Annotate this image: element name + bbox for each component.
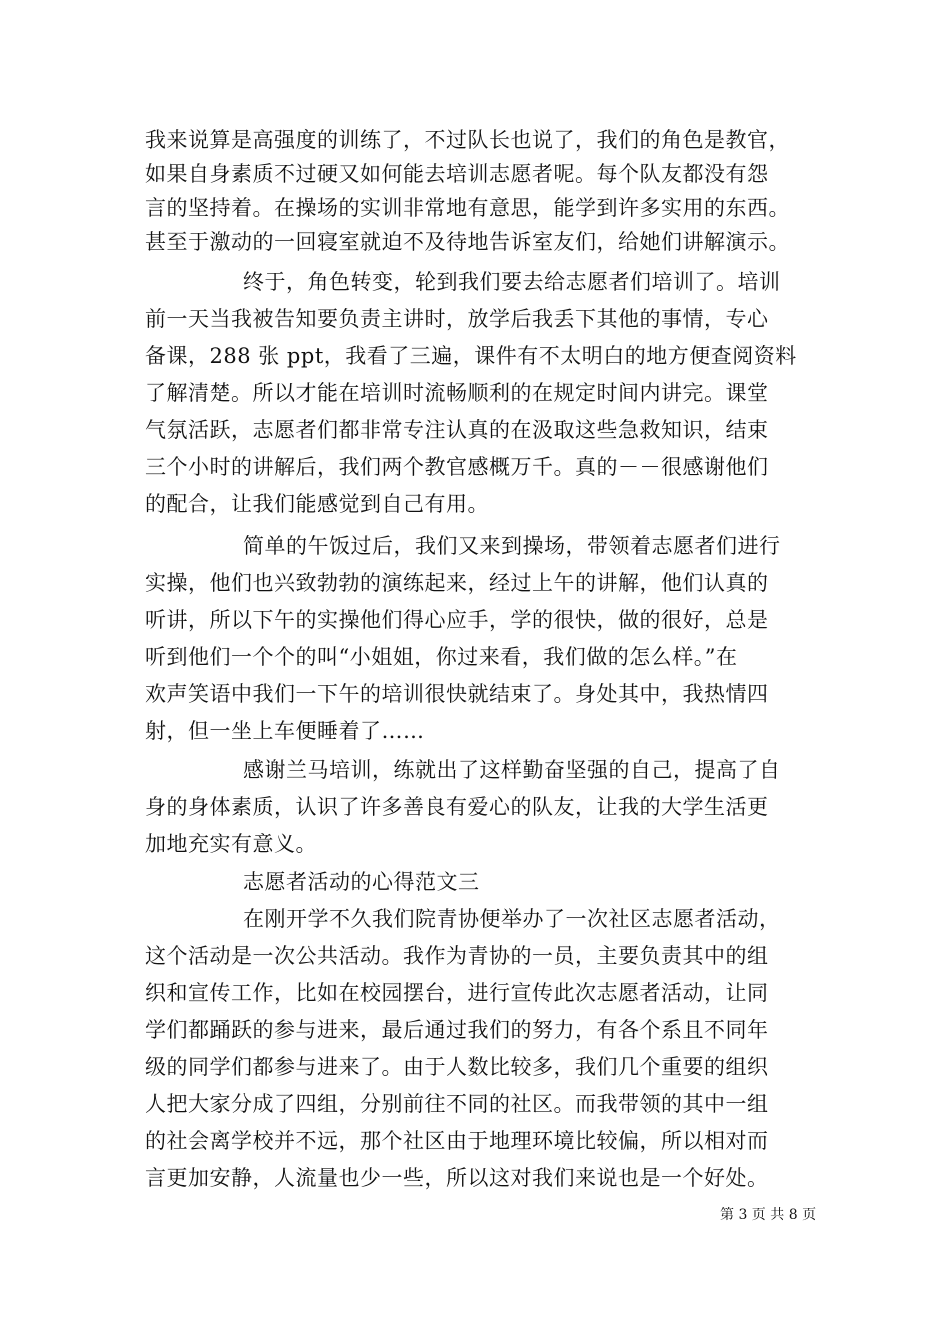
text-line: 听到他们一个个的叫“小姐姐，你过来看，我们做的怎么样。”在 xyxy=(145,645,738,669)
text-line: 的配合，让我们能感觉到自己有用。 xyxy=(145,492,489,516)
text-line: 欢声笑语中我们一下午的培训很快就结束了。身处其中，我热情四 xyxy=(145,682,769,706)
text-line: 听讲，所以下午的实操他们得心应手，学的很快，做的很好，总是 xyxy=(145,608,769,632)
section-heading: 志愿者活动的心得范文三 xyxy=(243,870,480,894)
paragraph-first-line: 感谢兰马培训，练就出了这样勤奋坚强的自己，提高了自 xyxy=(243,758,781,782)
text-line: 人把大家分成了四组，分别前往不同的社区。而我带领的其中一组 xyxy=(145,1092,769,1116)
text-line: 备课，288 张 ppt，我看了三遍，课件有不太明白的地方便查阅资料 xyxy=(145,344,797,368)
text-line: 如果自身素质不过硬又如何能去培训志愿者呢。每个队友都没有怨 xyxy=(145,162,769,186)
text-line: 我来说算是高强度的训练了，不过队长也说了，我们的角色是教官， xyxy=(145,128,790,152)
paragraph-first-line: 简单的午饭过后，我们又来到操场，带领着志愿者们进行 xyxy=(243,534,781,558)
text-line: 前一天当我被告知要负责主讲时，放学后我丢下其他的事情，专心 xyxy=(145,307,769,331)
text-line: 气氛活跃，志愿者们都非常专注认真的在汲取这些急救知识，结束 xyxy=(145,418,769,442)
text-line: 实操，他们也兴致勃勃的演练起来，经过上午的讲解，他们认真的 xyxy=(145,571,769,595)
page-number: 第 3 页 共 8 页 xyxy=(720,1207,817,1223)
paragraph-first-line: 在刚开学不久我们院青协便举办了一次社区志愿者活动， xyxy=(243,907,781,931)
text-line: 学们都踊跃的参与进来，最后通过我们的努力，有各个系且不同年 xyxy=(145,1018,769,1042)
text-line: 织和宣传工作，比如在校园摆台，进行宣传此次志愿者活动，让同 xyxy=(145,981,769,1005)
text-line: 的社会离学校并不远，那个社区由于地理环境比较偏，所以相对而 xyxy=(145,1129,769,1153)
paragraph-first-line: 终于，角色转变，轮到我们要去给志愿者们培训了。培训 xyxy=(243,270,781,294)
text-line: 了解清楚。所以才能在培训时流畅顺利的在规定时间内讲完。课堂 xyxy=(145,381,769,405)
text-line: 言的坚持着。在操场的实训非常地有意思，能学到许多实用的东西。 xyxy=(145,196,790,220)
text-line: 射，但一坐上车便睡着了…… xyxy=(145,719,425,743)
text-line: 身的身体素质，认识了许多善良有爱心的队友，让我的大学生活更 xyxy=(145,795,769,819)
text-line: 这个活动是一次公共活动。我作为青协的一员，主要负责其中的组 xyxy=(145,944,769,968)
text-line: 级的同学们都参与进来了。由于人数比较多，我们几个重要的组织 xyxy=(145,1055,769,1079)
text-line: 甚至于激动的一回寝室就迫不及待地告诉室友们，给她们讲解演示。 xyxy=(145,230,790,254)
text-line: 言更加安静，人流量也少一些，所以这对我们来说也是一个好处。 xyxy=(145,1166,769,1190)
text-line: 加地充实有意义。 xyxy=(145,832,317,856)
text-line: 三个小时的讲解后，我们两个教官感概万千。真的－－很感谢他们 xyxy=(145,455,769,479)
